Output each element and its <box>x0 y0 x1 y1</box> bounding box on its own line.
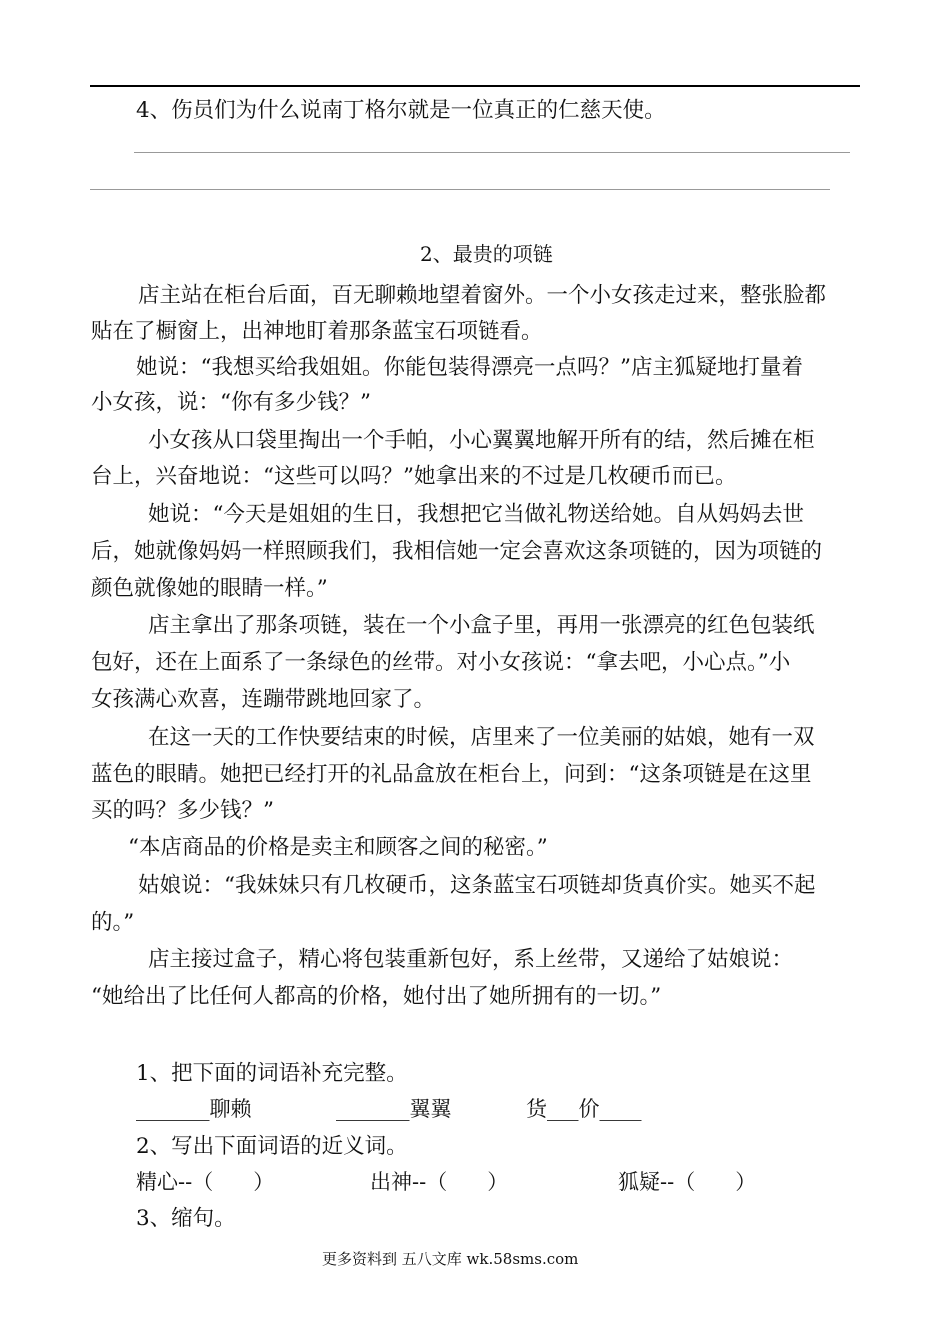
fill-blank-2[interactable]: _______翼翼 <box>336 1097 452 1121</box>
paragraph-1-line-1: 店主站在柜台后面，百无聊赖地望着窗外。一个小女孩走过来，整张脸都 <box>138 283 827 308</box>
paragraph-2-line-2: 小女孩，说：“你有多少钱？” <box>91 390 371 415</box>
paragraph-1-line-2: 贴在了橱窗上，出神地盯着那条蓝宝石项链看。 <box>91 319 543 344</box>
story-title: 2、最贵的项链 <box>420 242 553 266</box>
exercise-2-prompt: 2、写出下面词语的近义词。 <box>136 1134 408 1159</box>
paragraph-9-line-2: “她给出了比任何人都高的价格，她付出了她所拥有的一切。” <box>91 984 662 1009</box>
answer-line-2 <box>90 189 830 190</box>
footer-link[interactable]: 更多资料到 五八文库 wk.58sms.com <box>322 1250 579 1268</box>
paragraph-2-line-1: 她说：“我想买给我姐姐。你能包装得漂亮一点吗？”店主狐疑地打量着 <box>136 355 803 380</box>
paragraph-7-line-1: “本店商品的价格是卖主和顾客之间的秘密。” <box>128 835 548 860</box>
paragraph-5-line-1: 店主拿出了那条项链，装在一个小盒子里，再用一张漂亮的红色包装纸 <box>148 613 815 638</box>
paragraph-5-line-2: 包好，还在上面系了一条绿色的丝带。对小女孩说：“拿去吧，小心点。”小 <box>91 650 791 675</box>
paragraph-6-line-1: 在这一天的工作快要结束的时候，店里来了一位美丽的姑娘，她有一双 <box>148 725 815 750</box>
question-4: 4、伤员们为什么说南丁格尔就是一位真正的仁慈天使。 <box>136 98 666 123</box>
paragraph-4-line-2: 后，她就像妈妈一样照顾我们，我相信她一定会喜欢这条项链的，因为项链的 <box>91 539 823 564</box>
paragraph-3-line-2: 台上，兴奋地说：“这些可以吗？”她拿出来的不过是几枚硬币而已。 <box>91 464 737 489</box>
exercise-1-items <box>0 1093 950 1129</box>
fill-blank-1[interactable]: _______聊赖 <box>136 1097 252 1121</box>
paragraph-3-line-1: 小女孩从口袋里掏出一个手帕，小心翼翼地解开所有的结，然后摊在柜 <box>148 428 815 453</box>
paragraph-9-line-1: 店主接过盒子，精心将包装重新包好，系上丝带，又递给了姑娘说： <box>148 947 794 972</box>
paragraph-5-line-3: 女孩满心欢喜，连蹦带跳地回家了。 <box>91 687 436 712</box>
synonym-blank-3[interactable]: 狐疑--（ ） <box>618 1170 757 1194</box>
synonym-blank-2[interactable]: 出神--（ ） <box>370 1170 509 1194</box>
paragraph-8-line-1: 姑娘说：“我妹妹只有几枚硬币，这条蓝宝石项链却货真价实。她买不起 <box>138 873 816 898</box>
exercise-2-items <box>0 1166 950 1202</box>
exercise-1-prompt: 1、把下面的词语补充完整。 <box>136 1061 408 1086</box>
top-divider <box>90 85 860 87</box>
synonym-blank-1[interactable]: 精心--（ ） <box>136 1170 275 1194</box>
answer-line-1 <box>134 152 850 153</box>
paragraph-8-line-2: 的。” <box>91 910 135 935</box>
fill-blank-3[interactable]: 货___价____ <box>526 1097 642 1121</box>
paragraph-6-line-3: 买的吗？多少钱？” <box>91 798 274 823</box>
paragraph-4-line-3: 颜色就像她的眼睛一样。” <box>91 576 328 601</box>
paragraph-6-line-2: 蓝色的眼睛。她把已经打开的礼品盒放在柜台上，问到：“这条项链是在这里 <box>91 762 812 787</box>
exercise-3-prompt: 3、缩句。 <box>136 1206 236 1231</box>
paragraph-4-line-1: 她说：“今天是姐姐的生日，我想把它当做礼物送给她。自从妈妈去世 <box>148 502 804 527</box>
